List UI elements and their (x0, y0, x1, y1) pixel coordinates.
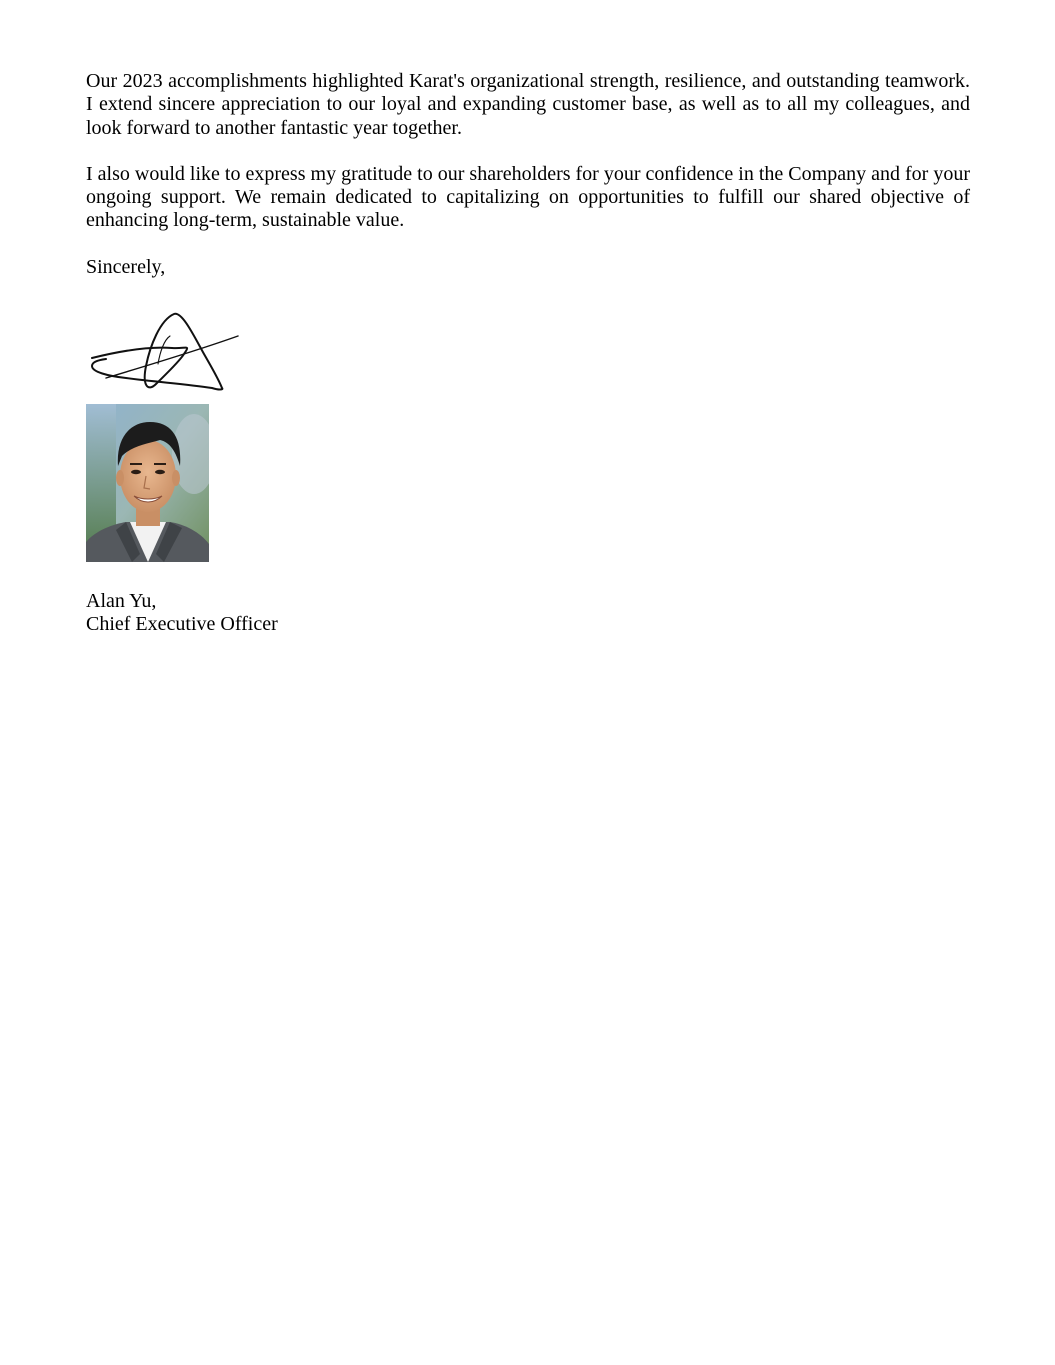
signer-title: Chief Executive Officer (86, 613, 278, 635)
letter-body (86, 70, 970, 279)
signer-block (86, 590, 278, 636)
paragraph-accomplishments: Our 2023 accomplishments highlighted Karat's organizational strength, resilience, and outstanding teamwork. I extend sincere appreciation to our loyal and expanding customer base, as well as to all my colleagues, and look forward to another fantastic year together. (86, 70, 970, 139)
signature-image (86, 306, 242, 396)
signer-name: Alan Yu, (86, 590, 157, 612)
closing-salutation: Sincerely, (86, 255, 166, 278)
paragraph-gratitude: I also would like to express my gratitude to our shareholders for your confidence in the Company and for your ongoing support. We remain dedicated to capitalizing on opportunities to fulfill our shared objective of enhancing long-term, sustainable value. (86, 162, 970, 232)
portrait-drawing (86, 404, 209, 562)
ceo-portrait-photo (86, 404, 209, 562)
signature-drawing (86, 306, 242, 396)
